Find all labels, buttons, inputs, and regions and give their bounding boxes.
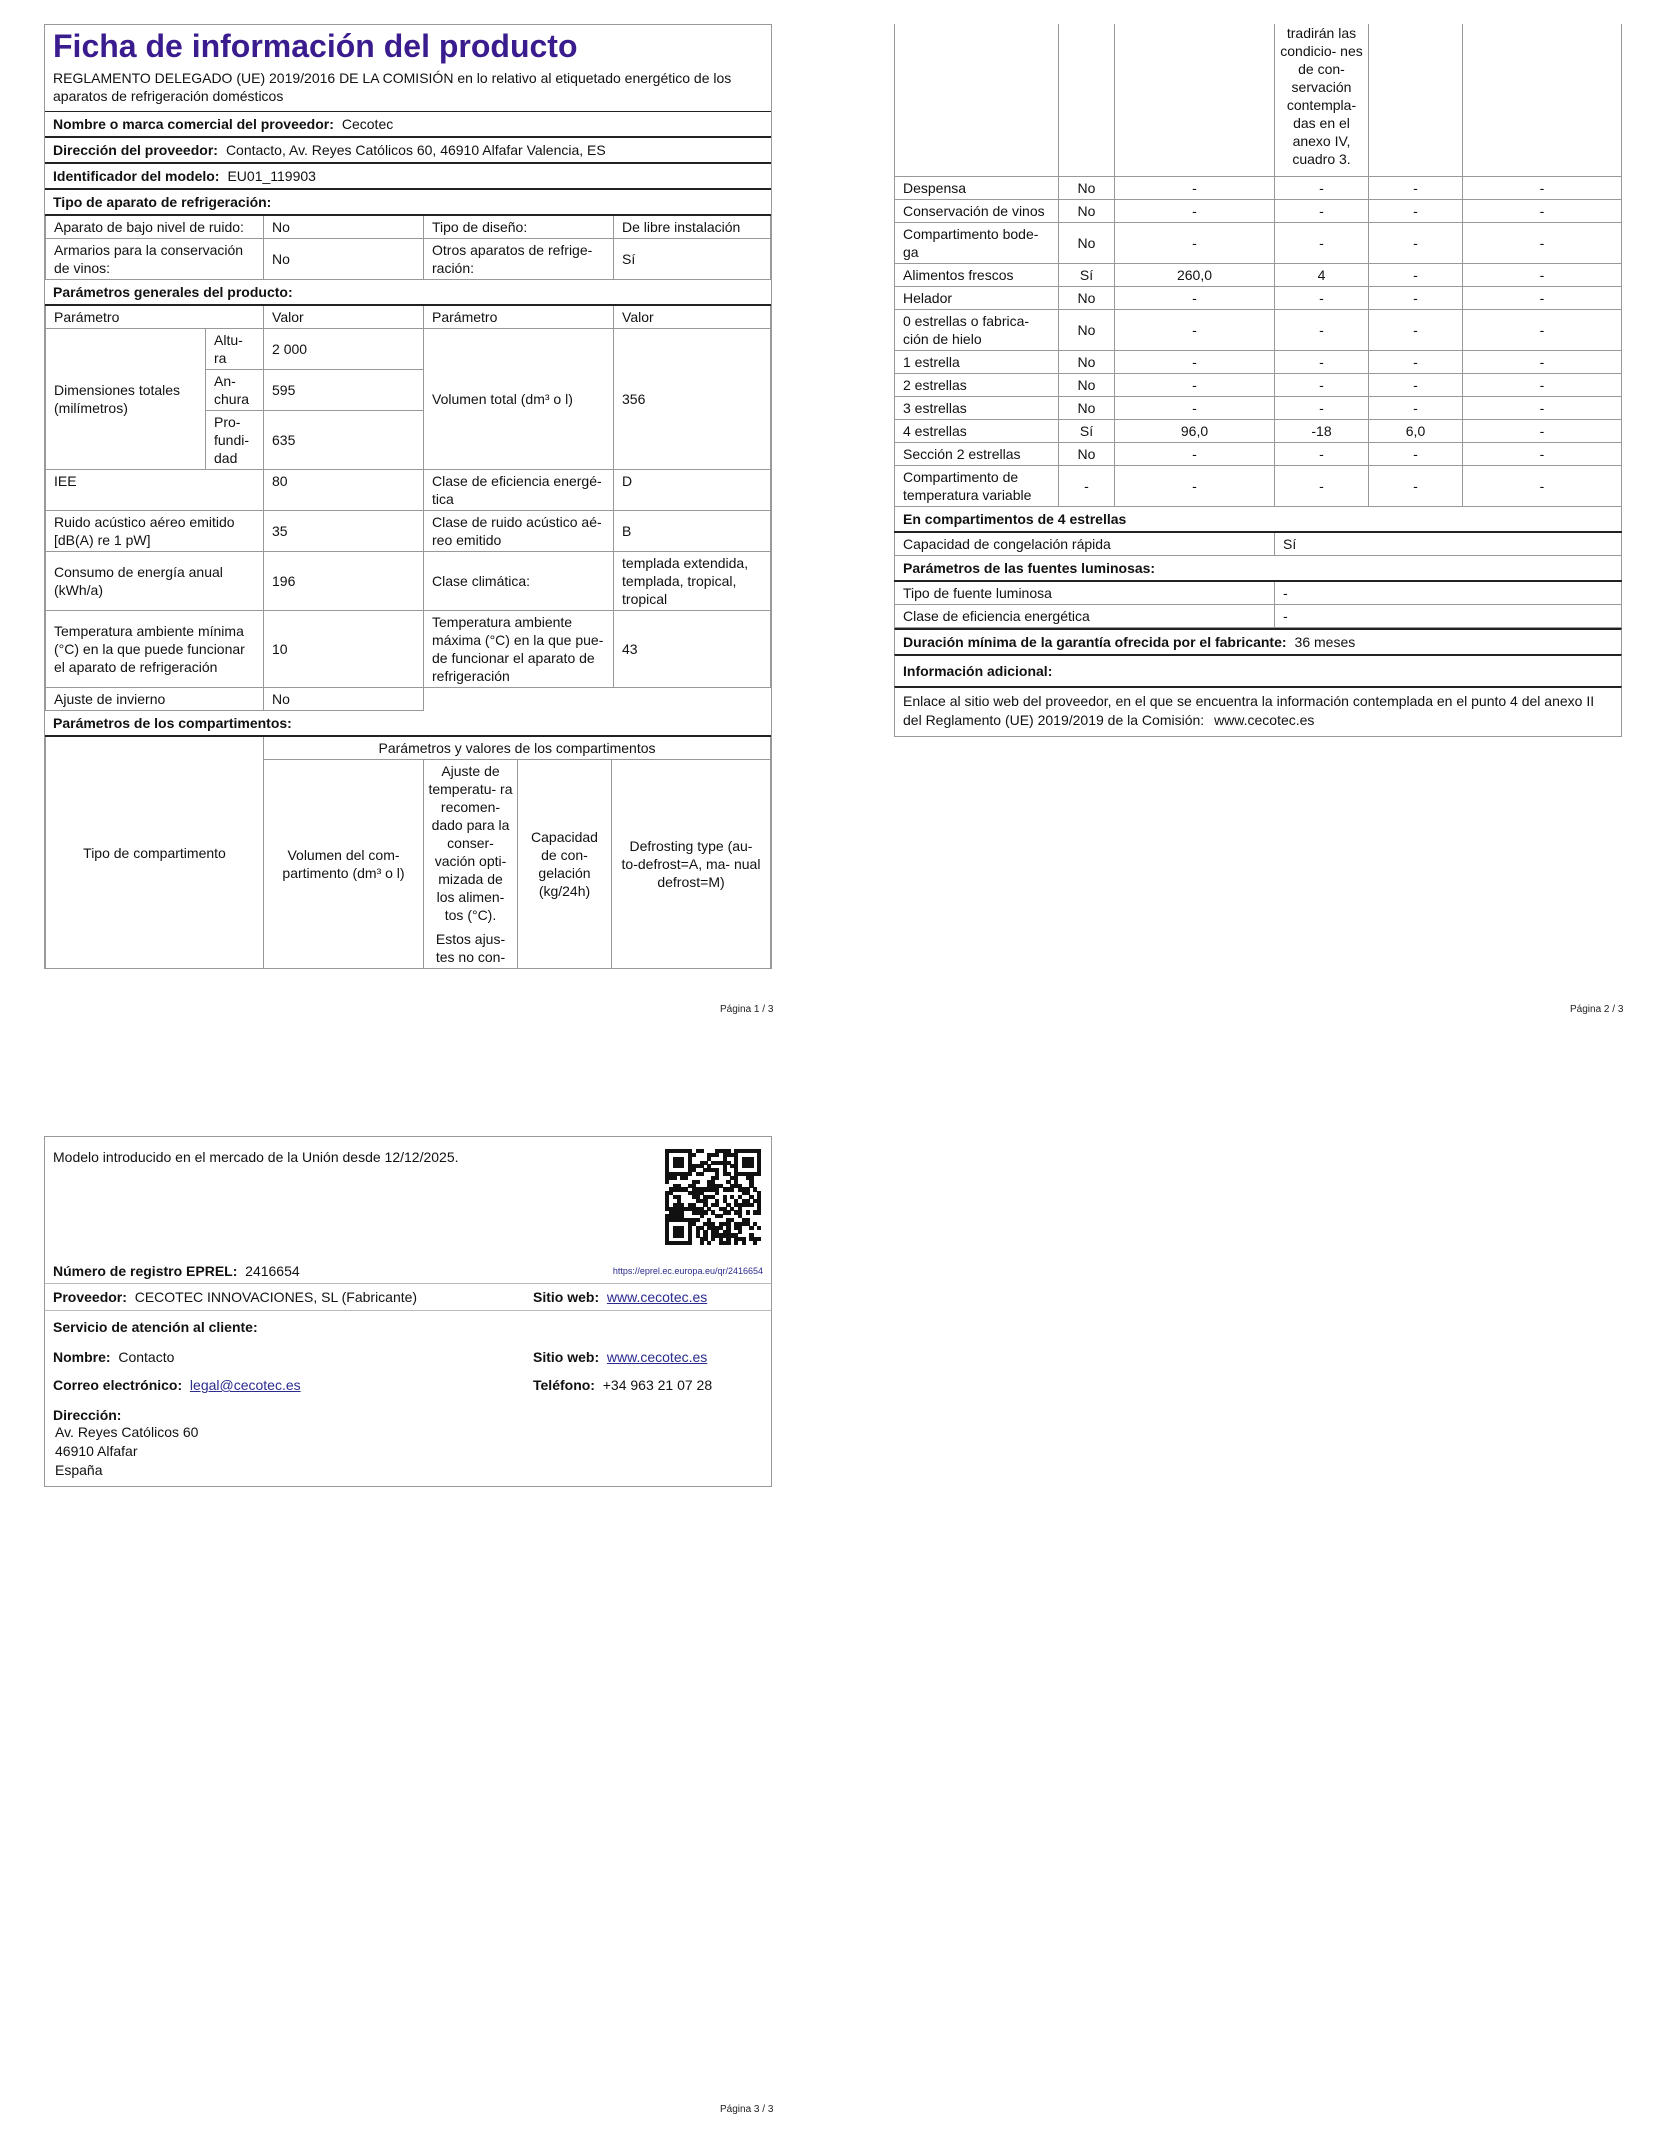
col-value2: Valor <box>614 305 771 329</box>
qr-module <box>757 1172 761 1176</box>
climate-class-label: Clase climática: <box>424 552 614 611</box>
qr-module <box>700 1241 704 1245</box>
qr-module <box>696 1218 700 1222</box>
max-temp-label: Temperatura ambiente máxima (°C) en la que pue- de funcionar el aparato de refrigeración <box>424 611 614 688</box>
fast-freeze-table <box>894 531 1622 556</box>
supplier-name-label: Nombre o marca comercial del proveedor: <box>53 116 334 132</box>
compartment-name: Sección 2 estrellas <box>895 442 1059 465</box>
qr-module <box>746 1210 750 1214</box>
qr-module <box>753 1241 757 1245</box>
eprel-url[interactable]: https://eprel.ec.europa.eu/qr/2416654 <box>612 1266 763 1276</box>
general-params-heading: Parámetros generales del producto: <box>53 284 293 300</box>
page-2-footer: Página 2 / 3 <box>1570 1004 1624 1015</box>
climate-class-value: templada extendida, templada, tropical, tropical <box>614 552 771 611</box>
qr-module <box>715 1153 719 1157</box>
dimensions-label: Dimensiones totales (milímetros) <box>46 329 206 470</box>
compartment-row <box>895 309 1622 350</box>
compartment-present: - <box>1059 465 1115 506</box>
fast-freeze-value: Sí <box>1275 532 1622 556</box>
qr-module <box>738 1230 742 1234</box>
qr-module <box>757 1226 761 1230</box>
website-label: Sitio web: <box>533 1289 600 1305</box>
compartment-volume: - <box>1115 465 1275 506</box>
compartment-temp: - <box>1275 286 1369 309</box>
qr-module <box>711 1237 715 1241</box>
depth-value: 635 <box>264 411 424 470</box>
website-link[interactable]: www.cecotec.es <box>606 1289 708 1305</box>
compartment-temp: - <box>1275 309 1369 350</box>
compartment-temp: - <box>1275 222 1369 263</box>
email-label: Correo electrónico: <box>53 1377 183 1393</box>
compartment-present: No <box>1059 309 1115 350</box>
compartment-defrost: - <box>1463 263 1622 286</box>
supplier-address-label: Dirección del proveedor: <box>53 142 218 158</box>
compartment-temp: - <box>1275 176 1369 199</box>
compartments-table <box>894 24 1622 507</box>
model-id-label: Identificador del modelo: <box>53 168 220 184</box>
compartment-defrost: - <box>1463 286 1622 309</box>
model-id-value: EU01_119903 <box>227 168 316 184</box>
wine-value: No <box>264 239 424 280</box>
compartment-temp: - <box>1275 373 1369 396</box>
address-line-2: 46910 Alfafar <box>55 1443 138 1459</box>
compartment-volume: - <box>1115 286 1275 309</box>
qr-module <box>703 1210 707 1214</box>
page-3 <box>44 1136 772 1487</box>
low-noise-label: Aparato de bajo nivel de ruido: <box>46 215 264 239</box>
compartment-row <box>895 263 1622 286</box>
width-label: An- chura <box>206 370 264 411</box>
compartment-rows <box>895 176 1622 506</box>
compartment-name: 1 estrella <box>895 350 1059 373</box>
qr-module <box>680 1233 684 1237</box>
design-type-value: De libre instalación <box>614 215 771 239</box>
regulation-text: REGLAMENTO DELEGADO (UE) 2019/2016 DE LA COMISIÓN en lo relativo al etiquetado energético de los aparatos de refrigeración domésticos <box>53 70 732 104</box>
col-temp: Ajuste de temperatu- ra recomen- dado para la conser- vación opti- mizada de los alimen- tos (°C). <box>428 763 513 923</box>
qr-module <box>707 1241 711 1245</box>
qr-module <box>715 1176 719 1180</box>
compartment-defrost: - <box>1463 309 1622 350</box>
compartment-row <box>895 465 1622 506</box>
eei-label: IEE <box>46 470 264 511</box>
compartment-capacity: - <box>1369 222 1463 263</box>
qr-module <box>673 1176 677 1180</box>
compartment-present: No <box>1059 350 1115 373</box>
compartment-temp: 4 <box>1275 263 1369 286</box>
noise-class-value: B <box>614 511 771 552</box>
other-value: Sí <box>614 239 771 280</box>
compartment-capacity: - <box>1369 263 1463 286</box>
qr-module <box>665 1180 669 1184</box>
compartment-temp: - <box>1275 350 1369 373</box>
qr-module <box>692 1153 696 1157</box>
page-3-frame <box>44 1136 772 1487</box>
phone-value: +34 963 21 07 28 <box>602 1377 713 1393</box>
light-class-label: Clase de eficiencia energética <box>895 604 1275 627</box>
supplier-address-row <box>45 136 771 162</box>
light-type-label: Tipo de fuente luminosa <box>895 581 1275 605</box>
compartment-capacity: - <box>1369 286 1463 309</box>
compartments-heading: Parámetros de los compartimentos: <box>53 715 292 731</box>
contact-row-1 <box>45 1339 771 1369</box>
qr-module <box>742 1241 746 1245</box>
qr-module <box>726 1210 730 1214</box>
col-defrost: Defrosting type (au- to-defrost=A, ma- nual defrost=M) <box>612 760 771 969</box>
qr-module <box>688 1172 692 1176</box>
compartment-volume: 260,0 <box>1115 263 1275 286</box>
compartment-row <box>895 373 1622 396</box>
winter-value: No <box>264 688 424 711</box>
compartment-present: Sí <box>1059 263 1115 286</box>
light-table <box>894 580 1622 628</box>
compartment-name: Conservación de vinos <box>895 199 1059 222</box>
qr-module <box>684 1176 688 1180</box>
compartment-capacity: 6,0 <box>1369 419 1463 442</box>
qr-module <box>757 1237 761 1241</box>
compartment-defrost: - <box>1463 222 1622 263</box>
market-block <box>45 1137 771 1259</box>
compartment-defrost: - <box>1463 442 1622 465</box>
additional-text: Enlace al sitio web del proveedor, en el que se encuentra la información contemplada en el punto 4 del anexo II del Reglamento (UE) 2019/2019 de la Comisión: <box>903 692 1595 728</box>
light-class-value: - <box>1275 604 1622 627</box>
customer-service-heading: Servicio de atención al cliente: <box>53 1319 258 1335</box>
appliance-type-table <box>45 214 771 280</box>
compartment-capacity: - <box>1369 309 1463 350</box>
qr-module <box>749 1203 753 1207</box>
page-1 <box>44 24 772 969</box>
max-temp-value: 43 <box>614 611 771 688</box>
supplier-label: Proveedor: <box>53 1289 127 1305</box>
compartment-name: Helador <box>895 286 1059 309</box>
compartment-defrost: - <box>1463 199 1622 222</box>
qr-module <box>757 1210 761 1214</box>
compartment-volume: - <box>1115 222 1275 263</box>
noise-label: Ruido acústico aéreo emitido [dB(A) re 1 pW] <box>46 511 264 552</box>
market-text: Modelo introducido en el mercado de la Unión desde 12/12/2025. <box>53 1149 459 1165</box>
light-type-value: - <box>1275 581 1622 605</box>
supplier-address-value: Contacto, Av. Reyes Católicos 60, 46910 Alfafar Valencia, ES <box>225 142 606 158</box>
design-type-label: Tipo de diseño: <box>424 215 614 239</box>
compartment-present: No <box>1059 373 1115 396</box>
compartment-volume: - <box>1115 442 1275 465</box>
qr-module <box>749 1164 753 1168</box>
warranty-label: Duración mínima de la garantía ofrecida por el fabricante: <box>903 633 1287 650</box>
compartment-capacity: - <box>1369 442 1463 465</box>
qr-module <box>700 1149 704 1153</box>
compartment-row <box>895 199 1622 222</box>
other-label: Otros aparatos de refrige- ración: <box>424 239 614 280</box>
supplier-value: CECOTEC INNOVACIONES, SL (Fabricante) <box>134 1289 418 1305</box>
address-block <box>45 1423 771 1486</box>
compartment-volume: - <box>1115 396 1275 419</box>
contact-row-2 <box>45 1369 771 1397</box>
address-line-3: España <box>55 1462 103 1478</box>
phone-label: Teléfono: <box>533 1377 595 1393</box>
compartment-defrost: - <box>1463 396 1622 419</box>
compartment-row <box>895 222 1622 263</box>
eei-value: 80 <box>264 470 424 511</box>
compartment-capacity: - <box>1369 465 1463 506</box>
compartment-defrost: - <box>1463 373 1622 396</box>
compartment-present: No <box>1059 396 1115 419</box>
email-link[interactable]: legal@cecotec.es <box>189 1377 301 1393</box>
compartment-capacity: - <box>1369 396 1463 419</box>
wine-label: Armarios para la conservación de vinos: <box>46 239 264 280</box>
annual-energy-value: 196 <box>264 552 424 611</box>
depth-label: Pro- fundi- dad <box>206 411 264 470</box>
col-temp-cont: Estos ajus- tes no con- <box>435 931 506 965</box>
model-id-row <box>45 162 771 188</box>
compartment-name: 3 estrellas <box>895 396 1059 419</box>
compartment-temp: - <box>1275 442 1369 465</box>
compartment-present: No <box>1059 442 1115 465</box>
qr-code <box>665 1149 761 1245</box>
page-3-footer: Página 3 / 3 <box>720 2104 774 2115</box>
compartments-header-table <box>45 735 771 968</box>
page-1-frame <box>44 24 772 969</box>
width-value: 595 <box>264 370 424 411</box>
supplier-name-row <box>45 111 771 136</box>
page-2 <box>894 24 1622 737</box>
page-1-footer: Página 1 / 3 <box>720 1004 774 1015</box>
compartment-volume: - <box>1115 350 1275 373</box>
name-value: Contacto <box>118 1349 175 1365</box>
compartment-volume: - <box>1115 199 1275 222</box>
total-volume-label: Volumen total (dm³ o l) <box>424 329 614 470</box>
compartment-volume: - <box>1115 373 1275 396</box>
col-type: Tipo de compartimento <box>46 736 264 968</box>
compartment-present: No <box>1059 199 1115 222</box>
col-temp-cell <box>424 760 518 969</box>
annual-energy-label: Consumo de energía anual (kWh/a) <box>46 552 264 611</box>
compartment-defrost: - <box>1463 419 1622 442</box>
total-volume-value: 356 <box>614 329 771 470</box>
qr-module <box>715 1191 719 1195</box>
warranty-row <box>894 628 1622 654</box>
compartment-name: Alimentos frescos <box>895 263 1059 286</box>
compartment-row <box>895 442 1622 465</box>
compartment-row <box>895 350 1622 373</box>
compartment-defrost: - <box>1463 176 1622 199</box>
warranty-value: 36 meses <box>1294 633 1356 650</box>
fast-freeze-label: Capacidad de congelación rápida <box>895 532 1275 556</box>
name-label: Nombre: <box>53 1349 111 1365</box>
noise-value: 35 <box>264 511 424 552</box>
min-temp-value: 10 <box>264 611 424 688</box>
compartment-name: Compartimento de temperatura variable <box>895 465 1059 506</box>
eprel-value: 2416654 <box>245 1263 300 1279</box>
appliance-type-heading: Tipo de aparato de refrigeración: <box>45 188 771 214</box>
four-star-heading: En compartimentos de 4 estrellas <box>894 507 1622 531</box>
compartment-capacity: - <box>1369 350 1463 373</box>
col-param2: Parámetro <box>424 305 614 329</box>
website2-link[interactable]: www.cecotec.es <box>606 1349 708 1365</box>
compartment-row <box>895 176 1622 199</box>
min-temp-label: Temperatura ambiente mínima (°C) en la que puede funcionar el aparato de refrigeración <box>46 611 264 688</box>
compartment-row <box>895 286 1622 309</box>
compartment-temp: - <box>1275 465 1369 506</box>
compartment-capacity: - <box>1369 199 1463 222</box>
height-value: 2 000 <box>264 329 424 370</box>
document-title: Ficha de información del producto <box>53 28 578 64</box>
supplier-name-value: Cecotec <box>341 116 394 132</box>
qr-module <box>734 1241 738 1245</box>
compartment-defrost: - <box>1463 465 1622 506</box>
col-value: Valor <box>264 305 424 329</box>
compartment-volume: - <box>1115 309 1275 350</box>
address-label: Dirección: <box>53 1407 122 1423</box>
compartment-volume: 96,0 <box>1115 419 1275 442</box>
noise-class-label: Clase de ruido acústico aé- reo emitido <box>424 511 614 552</box>
qr-module <box>688 1241 692 1245</box>
compartment-volume: - <box>1115 176 1275 199</box>
additional-heading: Información adicional: <box>894 654 1622 686</box>
compartment-present: No <box>1059 176 1115 199</box>
compartment-present: No <box>1059 286 1115 309</box>
compartment-defrost: - <box>1463 350 1622 373</box>
address-line-1: Av. Reyes Católicos 60 <box>55 1424 199 1440</box>
compartment-row <box>895 396 1622 419</box>
compartment-row <box>895 419 1622 442</box>
compartment-temp: - <box>1275 396 1369 419</box>
low-noise-value: No <box>264 215 424 239</box>
additional-text-block <box>894 686 1622 737</box>
energy-class-value: D <box>614 470 771 511</box>
compartment-temp: -18 <box>1275 419 1369 442</box>
qr-module <box>719 1214 723 1218</box>
height-label: Altu- ra <box>206 329 264 370</box>
qr-module <box>730 1187 734 1191</box>
col-volume: Volumen del com- partimento (dm³ o l) <box>264 760 424 969</box>
compartments-header: Parámetros y valores de los compartimentos <box>264 736 771 760</box>
qr-module <box>680 1164 684 1168</box>
compartment-capacity: - <box>1369 176 1463 199</box>
general-params-table <box>45 304 771 711</box>
light-heading: Parámetros de las fuentes luminosas: <box>894 556 1622 580</box>
qr-module <box>726 1241 730 1245</box>
supplier-row <box>45 1284 771 1311</box>
qr-module <box>749 1226 753 1230</box>
additional-link[interactable]: www.cecotec.es <box>1214 711 1315 728</box>
compartment-capacity: - <box>1369 373 1463 396</box>
qr-module <box>696 1180 700 1184</box>
qr-module <box>700 1214 704 1218</box>
eprel-row <box>45 1259 771 1284</box>
compartment-name: 2 estrellas <box>895 373 1059 396</box>
qr-module <box>700 1172 704 1176</box>
compartment-name: Compartimento bode- ga <box>895 222 1059 263</box>
website2-label: Sitio web: <box>533 1349 600 1365</box>
compartment-temp: - <box>1275 199 1369 222</box>
compartment-name: 0 estrellas o fabrica- ción de hielo <box>895 309 1059 350</box>
compartment-name: Despensa <box>895 176 1059 199</box>
energy-class-label: Clase de eficiencia energé- tica <box>424 470 614 511</box>
eprel-label: Número de registro EPREL: <box>53 1263 238 1279</box>
col-temp-continued: tradirán las condicio- nes de con- servación contempla- das en el anexo IV, cuadro 3. <box>1275 24 1369 176</box>
col-param: Parámetro <box>46 305 264 329</box>
compartment-present: Sí <box>1059 419 1115 442</box>
col-capacity: Capacidad de con- gelación (kg/24h) <box>518 760 612 969</box>
winter-label: Ajuste de invierno <box>46 688 264 711</box>
compartment-present: No <box>1059 222 1115 263</box>
compartment-name: 4 estrellas <box>895 419 1059 442</box>
